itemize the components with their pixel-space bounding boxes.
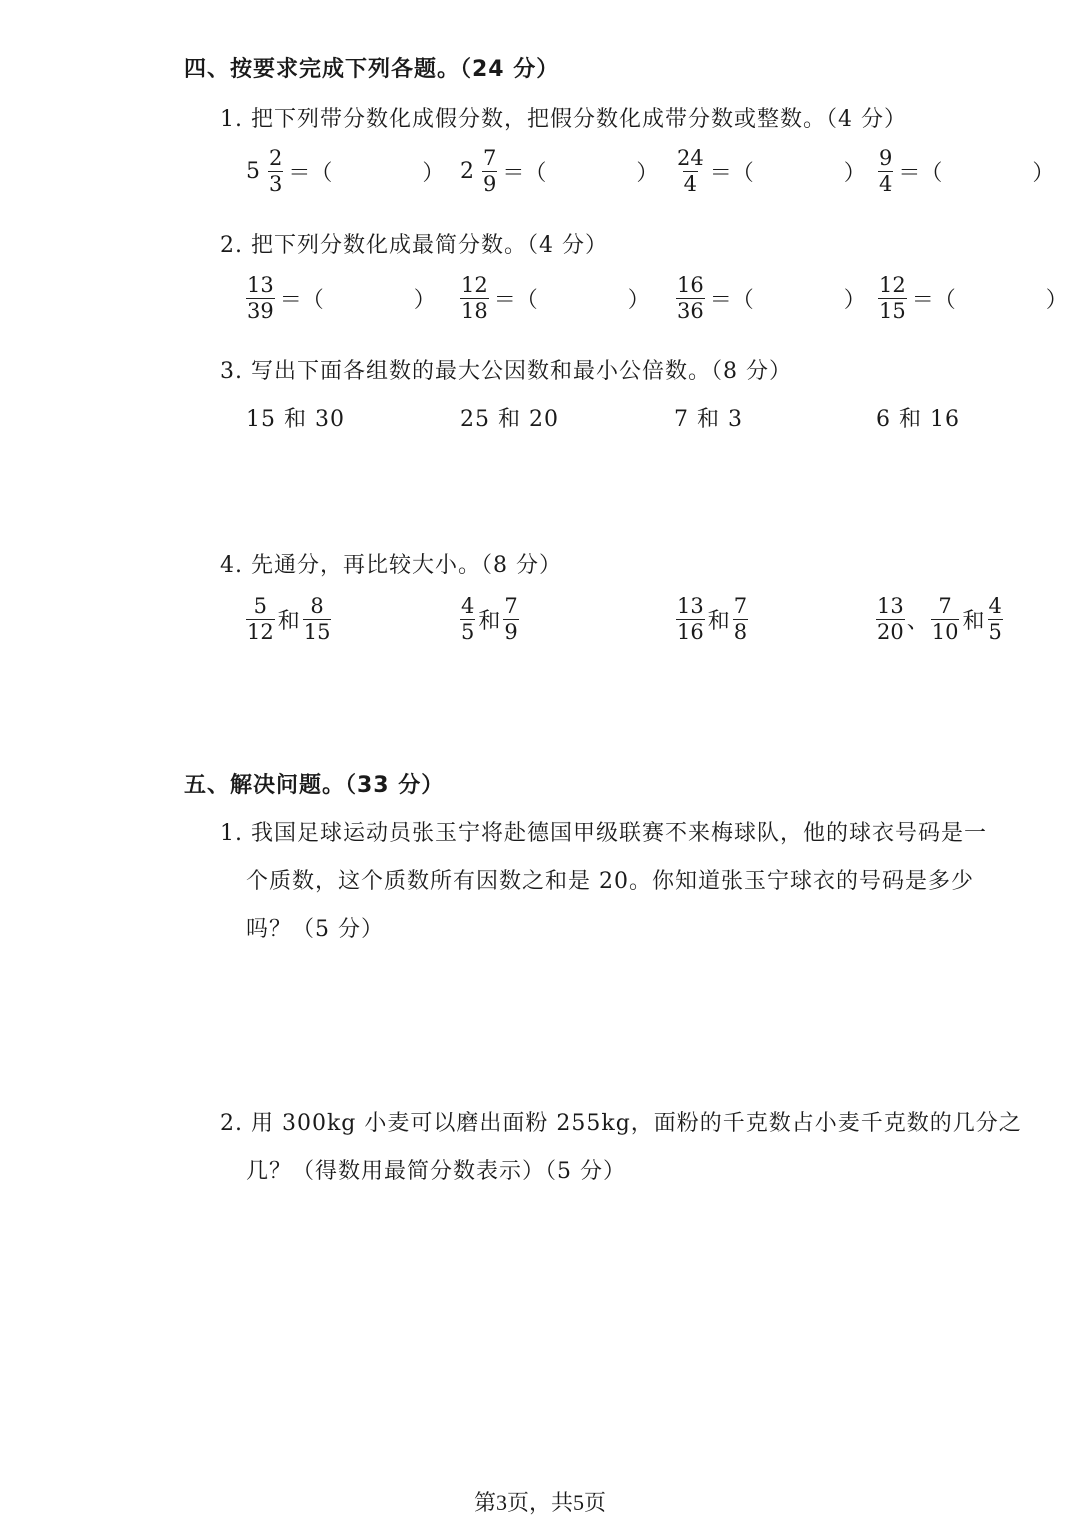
fraction (268, 148, 283, 195)
denominator: 5 (988, 620, 1002, 644)
q4-item (874, 596, 1005, 643)
numerator: 13 (677, 594, 704, 618)
denominator: 4 (683, 172, 698, 196)
and-word: 和 (962, 609, 985, 634)
numerator: 12 (461, 273, 488, 297)
q2-item (244, 275, 436, 322)
denominator: 12 (247, 620, 274, 644)
page-number: 第3页，共5页 (473, 1490, 606, 1515)
denominator: 9 (504, 620, 518, 644)
problem-2-line: 几？（得数用最简分数表示）（5 分） (246, 1159, 626, 1184)
numerator: 5 (253, 594, 268, 618)
numerator: 8 (310, 594, 324, 618)
fraction (988, 596, 1003, 643)
close-paren: ） (413, 288, 436, 313)
close-paren: ） (1045, 288, 1068, 313)
equals-paren: ＝（ (279, 288, 324, 313)
denominator: 3 (269, 172, 283, 196)
fraction (676, 596, 705, 643)
equals-paren: ＝（ (709, 161, 754, 186)
q3-item: 6 和 16 (876, 407, 960, 432)
numerator: 7 (504, 594, 518, 618)
equals-paren: ＝（ (911, 288, 956, 313)
denominator: 36 (677, 299, 704, 323)
denominator: 16 (677, 620, 704, 644)
fraction (878, 275, 907, 322)
denominator: 39 (247, 299, 274, 323)
whole-number: 5 (246, 159, 260, 184)
numerator: 24 (677, 146, 704, 170)
q1-item (246, 148, 444, 195)
q4-item (674, 596, 750, 643)
numerator: 7 (483, 146, 497, 170)
q2-prompt: 2. 把下列分数化成最简分数。（4 分） (220, 233, 608, 258)
numerator: 13 (247, 273, 274, 297)
numerator: 9 (879, 146, 893, 170)
close-paren: ） (627, 288, 650, 313)
numerator: 16 (677, 273, 704, 297)
equals-paren: ＝（ (709, 288, 754, 313)
denominator: 8 (733, 620, 748, 644)
close-paren: ） (422, 161, 445, 186)
section-5-title: 五、解决问题。（33 分） (184, 773, 445, 798)
close-paren: ） (843, 161, 866, 186)
q3-item: 7 和 3 (674, 407, 743, 432)
problem-1-line: 吗？（5 分） (246, 917, 384, 942)
numerator: 4 (988, 594, 1002, 618)
q1-item (460, 148, 658, 195)
denominator: 10 (931, 620, 959, 644)
numerator: 2 (269, 146, 283, 170)
and-word: 和 (478, 609, 501, 634)
q4-prompt: 4. 先通分，再比较大小。（8 分） (220, 553, 562, 578)
and-word: 和 (707, 609, 730, 634)
numerator: 12 (879, 273, 906, 297)
fraction (878, 148, 893, 195)
q1-prompt: 1. 把下列带分数化成假分数，把假分数化成带分数或整数。（4 分） (220, 107, 907, 132)
equals-paren: ＝（ (502, 161, 547, 186)
separator: 、 (906, 609, 929, 634)
q2-item (674, 275, 866, 322)
equals-paren: ＝（ (493, 288, 538, 313)
fraction (460, 275, 489, 322)
fraction (733, 596, 748, 643)
fraction (876, 596, 905, 643)
close-paren: ） (1032, 161, 1055, 186)
q4-item (458, 596, 521, 643)
numerator: 13 (877, 594, 904, 618)
q1-item (876, 148, 1054, 195)
denominator: 5 (461, 620, 475, 644)
problem-2-line: 2. 用 300kg 小麦可以磨出面粉 255kg，面粉的千克数占小麦千克数的几分之 (220, 1111, 1022, 1136)
q1-item (674, 148, 866, 195)
fraction (676, 275, 705, 322)
q2-item (876, 275, 1068, 322)
numerator: 7 (938, 594, 952, 618)
problem-1-line: 1. 我国足球运动员张玉宁将赴德国甲级联赛不来梅球队，他的球衣号码是一 (220, 821, 987, 846)
whole-number: 2 (460, 159, 474, 184)
fraction (303, 596, 332, 643)
denominator: 18 (461, 299, 488, 323)
equals-paren: ＝（ (288, 161, 333, 186)
close-paren: ） (636, 161, 659, 186)
denominator: 20 (877, 620, 904, 644)
denominator: 15 (303, 620, 331, 644)
denominator: 4 (879, 172, 893, 196)
fraction (482, 148, 497, 195)
problem-1-line: 个质数，这个质数所有因数之和是 20。你知道张玉宁球衣的号码是多少 (246, 869, 974, 894)
fraction (246, 275, 275, 322)
q2-item (458, 275, 650, 322)
fraction (503, 596, 518, 643)
fraction (676, 148, 705, 195)
denominator: 15 (879, 299, 906, 323)
fraction (246, 596, 275, 643)
q3-item: 25 和 20 (460, 407, 559, 432)
section-4-title: 四、按要求完成下列各题。（24 分） (184, 57, 560, 82)
equals-paren: ＝（ (898, 161, 943, 186)
fraction (931, 596, 960, 643)
q3-item: 15 和 30 (246, 407, 345, 432)
q3-prompt: 3. 写出下面各组数的最大公因数和最小公倍数。（8 分） (220, 359, 792, 384)
close-paren: ） (843, 288, 866, 313)
numerator: 7 (733, 594, 748, 618)
numerator: 4 (461, 594, 475, 618)
fraction (460, 596, 475, 643)
denominator: 9 (483, 172, 497, 196)
and-word: 和 (277, 609, 300, 634)
q4-item (244, 596, 333, 643)
